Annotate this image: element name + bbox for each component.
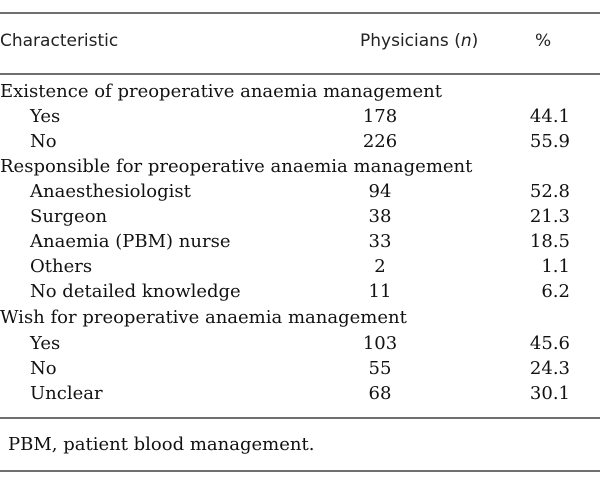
row-pct: 55.9 bbox=[529, 131, 570, 152]
row-label: Anaesthesiologist bbox=[30, 181, 191, 202]
row-label: Surgeon bbox=[30, 206, 108, 227]
row-n: 11 bbox=[368, 281, 392, 302]
row-label: No bbox=[30, 358, 57, 379]
row-n: 226 bbox=[362, 131, 398, 152]
row-label: No detailed knowledge bbox=[30, 281, 241, 302]
row-pct: 44.1 bbox=[529, 106, 570, 127]
header-physicians: Physicians (n) bbox=[360, 31, 479, 51]
header-physicians-label: Physicians bbox=[360, 31, 449, 51]
bottom-rule bbox=[0, 417, 600, 419]
row-n: 55 bbox=[368, 358, 392, 379]
row-label: Unclear bbox=[30, 383, 103, 404]
row-pct: 24.3 bbox=[529, 358, 570, 379]
header-rule bbox=[0, 73, 600, 75]
row-pct: 6.2 bbox=[541, 281, 570, 302]
row-pct: 45.6 bbox=[529, 333, 570, 354]
header-physicians-n: n bbox=[460, 31, 472, 51]
section-title-existence: Existence of preoperative anaemia management bbox=[0, 81, 442, 102]
row-pct: 1.1 bbox=[541, 256, 570, 277]
header-characteristic: Characteristic bbox=[0, 31, 119, 51]
section-title-wish: Wish for preoperative anaemia management bbox=[0, 307, 407, 328]
row-pct: 30.1 bbox=[529, 383, 570, 404]
row-n: 2 bbox=[374, 256, 386, 277]
row-pct: 18.5 bbox=[529, 231, 570, 252]
row-pct: 21.3 bbox=[529, 206, 570, 227]
row-n: 178 bbox=[362, 106, 398, 127]
row-n: 68 bbox=[368, 383, 392, 404]
row-n: 103 bbox=[362, 333, 398, 354]
row-label: Yes bbox=[30, 333, 61, 354]
section-title-responsible: Responsible for preoperative anaemia management bbox=[0, 156, 473, 177]
row-n: 38 bbox=[368, 206, 392, 227]
row-label: Others bbox=[30, 256, 93, 277]
row-n: 94 bbox=[368, 181, 392, 202]
footnote-rule bbox=[0, 470, 600, 472]
header-percent: % bbox=[535, 31, 552, 51]
row-n: 33 bbox=[368, 231, 392, 252]
row-label: No bbox=[30, 131, 57, 152]
footnote: PBM, patient blood management. bbox=[8, 434, 315, 455]
top-rule bbox=[0, 12, 600, 14]
row-label: Anaemia (PBM) nurse bbox=[30, 231, 231, 252]
row-pct: 52.8 bbox=[529, 181, 570, 202]
row-label: Yes bbox=[30, 106, 61, 127]
